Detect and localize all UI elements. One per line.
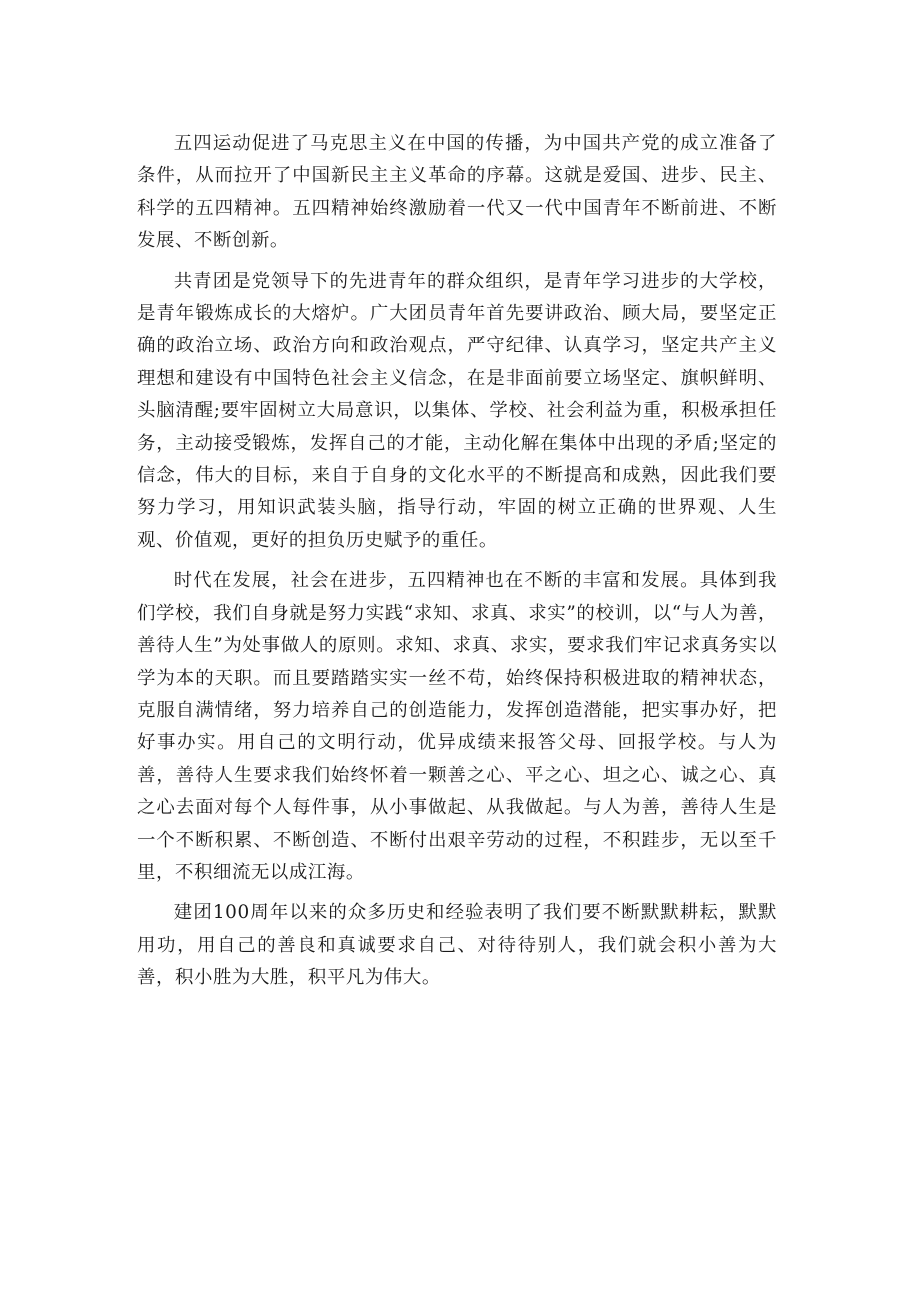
paragraph-may-fourth-movement: 五四运动促进了马克思主义在中国的传播，为中国共产党的成立准备了条件，从而拉开了中国新民主主义革命的序幕。这就是爱国、进步、民主、科学的五四精神。五四精神始终激励着一代又一代中国青年不断前进、不断发展、不断创新。 [137, 133, 777, 252]
paragraph-youth-league: 共青团是党领导下的先进青年的群众组织，是青年学习进步的大学校，是青年锻炼成长的大熔炉。广大团员青年首先要讲政治、顾大局，要坚定正确的政治立场、政治方向和政治观点，严守纪律、认真学习，坚定共产主义理想和建设有中国特色社会主义信念，在是非面前要立场坚定、旗帜鲜明、头脑清醒;要牢固树立大局意识，以集体、学校、社会利益为重，积极承担任务，主动接受锻炼，发挥自己的才能，主动化解在集体中出现的矛盾;坚定的信念，伟大的目标，来自于自身的文化水平的不断提高和成熟，因此我们要努力学习，用知识武装头脑，指导行动，牢固的树立正确的世界观、人生观、价值观，更好的担负历史赋予的重任。 [137, 270, 777, 551]
document-body [137, 128, 777, 1003]
paragraph-school-motto: 时代在发展，社会在进步，五四精神也在不断的丰富和发展。具体到我们学校，我们自身就是努力实践“求知、求真、求实”的校训，以“与人为善，善待人生”为处事做人的原则。求知、求真、求实，要求我们牢记求真务实以学为本的天职。而且要踏踏实实一丝不苟，始终保持积极进取的精神状态，克服自满情绪，努力培养自己的创造能力，发挥创造潜能，把实事办好，把好事办实。用自己的文明行动，优异成绩来报答父母、回报学校。与人为善，善待人生要求我们始终怀着一颗善之心、平之心、坦之心、诚之心、真之心去面对每个人每件事，从小事做起、从我做起。与人为善，善待人生是一个不断积累、不断创造、不断付出艰辛劳动的过程，不积跬步，无以至千里，不积细流无以成江海。 [137, 570, 777, 883]
paragraph-centenary: 建团100周年以来的众多历史和经验表明了我们要不断默默耕耘，默默用功，用自己的善良和真诚要求自己、对待待别人，我们就会积小善为大善，积小胜为大胜，积平凡为伟大。 [137, 902, 777, 989]
